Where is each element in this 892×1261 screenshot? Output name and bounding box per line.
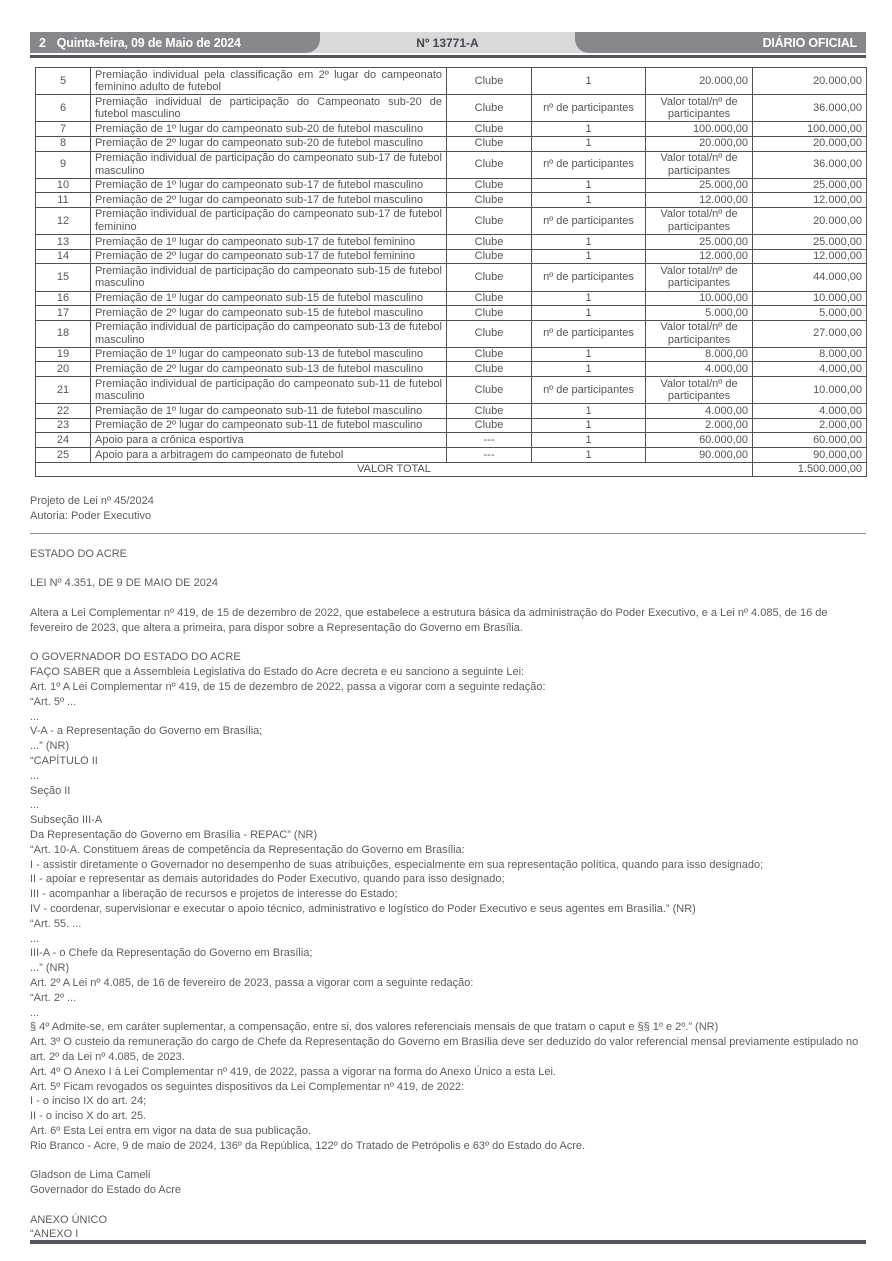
cell-unit-value: 60.000,00 bbox=[646, 433, 753, 448]
table-row bbox=[36, 320, 867, 347]
law-text-line: ...” (NR) bbox=[30, 740, 70, 753]
section-divider bbox=[30, 533, 866, 534]
cell-description: Premiação de 1º lugar do campeonato sub-17 de futebol masculino bbox=[91, 178, 447, 193]
cell-quantity: nº de participantes bbox=[532, 151, 646, 178]
table-row bbox=[36, 207, 867, 234]
table-row bbox=[36, 178, 867, 193]
cell-description: Premiação de 2º lugar do campeonato sub-11 de futebol masculino bbox=[91, 418, 447, 433]
header-rule bbox=[30, 55, 866, 58]
cell-total-value: 12.000,00 bbox=[753, 249, 867, 264]
cell-item-number: 19 bbox=[36, 347, 91, 362]
cell-unit-value: Valor total/nº de participantes bbox=[646, 377, 753, 404]
law-text-line: “Art. 55. ... bbox=[30, 917, 82, 930]
cell-beneficiary: Clube bbox=[447, 95, 532, 122]
law-text-line: Da Representação do Governo em Brasília - REPAC” (NR) bbox=[30, 828, 318, 841]
cell-quantity: 1 bbox=[532, 347, 646, 362]
table-row bbox=[36, 404, 867, 419]
cell-beneficiary: Clube bbox=[447, 207, 532, 234]
cell-total-value: 36.000,00 bbox=[753, 95, 867, 122]
cell-total-value: 5.000,00 bbox=[753, 306, 867, 321]
cell-item-number: 17 bbox=[36, 306, 91, 321]
cell-total-value: 20.000,00 bbox=[753, 68, 867, 95]
cell-unit-value: 25.000,00 bbox=[646, 178, 753, 193]
law-text-line: “ANEXO I bbox=[30, 1228, 79, 1241]
cell-item-number: 8 bbox=[36, 136, 91, 151]
cell-description: Premiação de 1º lugar do campeonato sub-11 de futebol masculino bbox=[91, 404, 447, 419]
law-text-line: Altera a Lei Complementar nº 419, de 15 de dezembro de 2022, que estabelece a estrutura básica da administração do Poder Executivo, e a Lei nº 4.085, de 16 de fevereiro de 2023, que altera a primeira, para dispor sobre a Representação do Governo em Brasília. bbox=[30, 607, 831, 634]
law-text-line: II - o inciso X do art. 25. bbox=[30, 1110, 147, 1123]
cell-description: Premiação de 1º lugar do campeonato sub-15 de futebol masculino bbox=[91, 291, 447, 306]
cell-total-value: 20.000,00 bbox=[753, 207, 867, 234]
cell-item-number: 6 bbox=[36, 95, 91, 122]
law-text-line: “Art. 2º ... bbox=[30, 991, 77, 1004]
table-row bbox=[36, 95, 867, 122]
law-text-line: Art. 6º Esta Lei entra em vigor na data de sua publicação. bbox=[30, 1124, 312, 1137]
header-date-tab bbox=[30, 32, 320, 53]
cell-beneficiary: Clube bbox=[447, 377, 532, 404]
law-text-line: Subseção III-A bbox=[30, 814, 103, 827]
cell-total-value: 12.000,00 bbox=[753, 193, 867, 208]
cell-quantity: 1 bbox=[532, 235, 646, 250]
cell-description: Premiação de 2º lugar do campeonato sub-17 de futebol feminino bbox=[91, 249, 447, 264]
page-header bbox=[30, 32, 866, 58]
cell-description: Premiação individual de participação do campeonato sub-17 de futebol masculino bbox=[91, 151, 447, 178]
cell-description: Premiação individual de participação do campeonato sub-13 de futebol masculino bbox=[91, 320, 447, 347]
annex-table-body bbox=[36, 68, 867, 477]
cell-quantity: 1 bbox=[532, 404, 646, 419]
cell-quantity: 1 bbox=[532, 448, 646, 463]
law-text-line: ANEXO ÚNICO bbox=[30, 1213, 108, 1226]
cell-item-number: 23 bbox=[36, 418, 91, 433]
law-text-line: Art. 3º O custeio da remuneração do cargo de Chefe da Representação do Governo em Brasília deve ser deduzido do valor referencial mensal previamente estipulado no art. 2º da Lei nº 4.085, de 2023. bbox=[30, 1036, 862, 1063]
cell-unit-value: 4.000,00 bbox=[646, 404, 753, 419]
law-text-line: ESTADO DO ACRE bbox=[30, 547, 127, 560]
annex-prize-table bbox=[35, 67, 867, 477]
cell-quantity: 1 bbox=[532, 136, 646, 151]
cell-total-value: 100.000,00 bbox=[753, 122, 867, 137]
table-row bbox=[36, 418, 867, 433]
cell-item-number: 9 bbox=[36, 151, 91, 178]
law-text-line: ...” (NR) bbox=[30, 962, 70, 975]
cell-unit-value: 5.000,00 bbox=[646, 306, 753, 321]
cell-unit-value: 2.000,00 bbox=[646, 418, 753, 433]
cell-total-value: 4.000,00 bbox=[753, 362, 867, 377]
law-text-line: IV - coordenar, supervisionar e executar o apoio técnico, administrativo e logístico do Poder Executivo e seus agentes em Brasília.” (NR) bbox=[30, 902, 696, 915]
table-row bbox=[36, 264, 867, 291]
cell-description: Premiação de 2º lugar do campeonato sub-15 de futebol masculino bbox=[91, 306, 447, 321]
law-text-line: Rio Branco - Acre, 9 de maio de 2024, 136º da República, 122º do Tratado de Petrópolis e 63º do Estado do Acre. bbox=[30, 1139, 586, 1152]
cell-total-value: 25.000,00 bbox=[753, 178, 867, 193]
cell-item-number: 22 bbox=[36, 404, 91, 419]
cell-beneficiary: --- bbox=[447, 433, 532, 448]
cell-beneficiary: Clube bbox=[447, 122, 532, 137]
table-row bbox=[36, 433, 867, 448]
cell-beneficiary: Clube bbox=[447, 68, 532, 95]
cell-unit-value: Valor total/nº de participantes bbox=[646, 264, 753, 291]
law-text-line: I - o inciso IX do art. 24; bbox=[30, 1095, 147, 1108]
law-text-line: Art. 2º A Lei nº 4.085, de 16 de fevereiro de 2023, passa a vigorar com a seguinte redação: bbox=[30, 976, 474, 989]
cell-quantity: 1 bbox=[532, 122, 646, 137]
law-text-line: III - acompanhar a liberação de recursos e projetos de interesse do Estado; bbox=[30, 888, 398, 901]
law-text-line: Governador do Estado do Acre bbox=[30, 1184, 182, 1197]
bottom-rule bbox=[30, 1240, 866, 1244]
cell-beneficiary: Clube bbox=[447, 320, 532, 347]
cell-beneficiary: Clube bbox=[447, 249, 532, 264]
cell-item-number: 12 bbox=[36, 207, 91, 234]
table-total-row bbox=[36, 462, 867, 477]
law-body bbox=[30, 494, 866, 1242]
law-text-line: O GOVERNADOR DO ESTADO DO ACRE bbox=[30, 651, 241, 664]
cell-unit-value: Valor total/nº de participantes bbox=[646, 207, 753, 234]
header-band bbox=[30, 32, 866, 53]
cell-unit-value: 20.000,00 bbox=[646, 68, 753, 95]
law-text-line: ... bbox=[30, 1006, 40, 1019]
cell-description: Premiação individual de participação do campeonato sub-11 de futebol masculino bbox=[91, 377, 447, 404]
cell-beneficiary: Clube bbox=[447, 151, 532, 178]
blank-line bbox=[30, 562, 866, 577]
cell-quantity: 1 bbox=[532, 178, 646, 193]
blank-line bbox=[30, 591, 866, 606]
cell-description: Premiação de 1º lugar do campeonato sub-13 de futebol masculino bbox=[91, 347, 447, 362]
total-label: VALOR TOTAL bbox=[36, 462, 753, 477]
cell-beneficiary: Clube bbox=[447, 306, 532, 321]
cell-quantity: 1 bbox=[532, 433, 646, 448]
law-text-line: “Art. 5º ... bbox=[30, 695, 77, 708]
cell-quantity: 1 bbox=[532, 68, 646, 95]
table-row bbox=[36, 68, 867, 95]
cell-total-value: 10.000,00 bbox=[753, 377, 867, 404]
law-text-line: ... bbox=[30, 769, 40, 782]
cell-total-value: 4.000,00 bbox=[753, 404, 867, 419]
edition-number: Nº 13771-A bbox=[416, 35, 479, 50]
cell-unit-value: 20.000,00 bbox=[646, 136, 753, 151]
law-text-line: II - apoiar e representar as demais autoridades do Poder Executivo, quando para isso designado; bbox=[30, 873, 505, 886]
cell-item-number: 16 bbox=[36, 291, 91, 306]
cell-unit-value: 12.000,00 bbox=[646, 249, 753, 264]
cell-description: Premiação de 2º lugar do campeonato sub-20 de futebol masculino bbox=[91, 136, 447, 151]
cell-unit-value: 90.000,00 bbox=[646, 448, 753, 463]
cell-item-number: 7 bbox=[36, 122, 91, 137]
cell-description: Premiação individual pela classificação em 2º lugar do campeonato feminino adulto de futebol bbox=[91, 68, 447, 95]
law-text-line: III-A - o Chefe da Representação do Governo em Brasília; bbox=[30, 947, 313, 960]
cell-quantity: nº de participantes bbox=[532, 377, 646, 404]
law-text-line: Art. 4º O Anexo I à Lei Complementar nº 419, de 2022, passa a vigorar na forma do Anexo Único a esta Lei. bbox=[30, 1065, 556, 1078]
cell-item-number: 20 bbox=[36, 362, 91, 377]
cell-description: Premiação de 2º lugar do campeonato sub-13 de futebol masculino bbox=[91, 362, 447, 377]
law-text-line: ... bbox=[30, 710, 40, 723]
cell-total-value: 60.000,00 bbox=[753, 433, 867, 448]
law-text-line: Seção II bbox=[30, 784, 71, 797]
cell-quantity: 1 bbox=[532, 306, 646, 321]
cell-description: Premiação individual de participação do campeonato sub-17 de futebol feminino bbox=[91, 207, 447, 234]
law-text-line: I - assistir diretamente o Governador no desempenho de suas atribuições, especialmente em sua representação política, quando para isso designado; bbox=[30, 858, 764, 871]
law-text-line: ... bbox=[30, 932, 40, 945]
header-masthead-tab bbox=[575, 32, 866, 53]
cell-beneficiary: Clube bbox=[447, 291, 532, 306]
table-row bbox=[36, 306, 867, 321]
cell-beneficiary: Clube bbox=[447, 136, 532, 151]
table-row bbox=[36, 151, 867, 178]
cell-quantity: 1 bbox=[532, 249, 646, 264]
law-text-line: ... bbox=[30, 799, 40, 812]
table-row bbox=[36, 377, 867, 404]
cell-description: Premiação de 1º lugar do campeonato sub-20 de futebol masculino bbox=[91, 122, 447, 137]
cell-total-value: 20.000,00 bbox=[753, 136, 867, 151]
cell-beneficiary: Clube bbox=[447, 362, 532, 377]
cell-item-number: 14 bbox=[36, 249, 91, 264]
law-text-line: V-A - a Representação do Governo em Brasília; bbox=[30, 725, 263, 738]
cell-beneficiary: Clube bbox=[447, 264, 532, 291]
cell-description: Premiação individual de participação do Campeonato sub-20 de futebol masculino bbox=[91, 95, 447, 122]
cell-beneficiary: Clube bbox=[447, 193, 532, 208]
cell-unit-value: 10.000,00 bbox=[646, 291, 753, 306]
table-row bbox=[36, 448, 867, 463]
law-text-line: Gladson de Lima Cameli bbox=[30, 1169, 151, 1182]
cell-unit-value: Valor total/nº de participantes bbox=[646, 320, 753, 347]
cell-beneficiary: --- bbox=[447, 448, 532, 463]
cell-total-value: 25.000,00 bbox=[753, 235, 867, 250]
cell-description: Apoio para a crônica esportiva bbox=[91, 433, 447, 448]
cell-unit-value: 8.000,00 bbox=[646, 347, 753, 362]
table-row bbox=[36, 235, 867, 250]
cell-description: Apoio para a arbitragem do campeonato de futebol bbox=[91, 448, 447, 463]
cell-quantity: 1 bbox=[532, 193, 646, 208]
cell-total-value: 8.000,00 bbox=[753, 347, 867, 362]
cell-total-value: 90.000,00 bbox=[753, 448, 867, 463]
blank-line bbox=[30, 1198, 866, 1213]
cell-unit-value: Valor total/nº de participantes bbox=[646, 95, 753, 122]
cell-description: Premiação de 2º lugar do campeonato sub-17 de futebol masculino bbox=[91, 193, 447, 208]
cell-item-number: 5 bbox=[36, 68, 91, 95]
cell-unit-value: Valor total/nº de participantes bbox=[646, 151, 753, 178]
cell-item-number: 11 bbox=[36, 193, 91, 208]
cell-total-value: 2.000,00 bbox=[753, 418, 867, 433]
cell-unit-value: 4.000,00 bbox=[646, 362, 753, 377]
grand-total-value: 1.500.000,00 bbox=[753, 462, 867, 477]
masthead-title: DIÁRIO OFICIAL bbox=[762, 35, 857, 50]
cell-unit-value: 100.000,00 bbox=[646, 122, 753, 137]
cell-description: Premiação individual de participação do campeonato sub-15 de futebol masculino bbox=[91, 264, 447, 291]
table-row bbox=[36, 347, 867, 362]
page-number: 2 bbox=[39, 35, 46, 50]
cell-beneficiary: Clube bbox=[447, 235, 532, 250]
cell-item-number: 10 bbox=[36, 178, 91, 193]
cell-item-number: 18 bbox=[36, 320, 91, 347]
cell-total-value: 44.000,00 bbox=[753, 264, 867, 291]
table-row bbox=[36, 193, 867, 208]
law-text-lines bbox=[30, 547, 866, 1242]
table-row bbox=[36, 362, 867, 377]
cell-item-number: 15 bbox=[36, 264, 91, 291]
table-row bbox=[36, 249, 867, 264]
cell-total-value: 36.000,00 bbox=[753, 151, 867, 178]
law-text-line: “CAPÍTULO II bbox=[30, 754, 98, 767]
law-text-line: LEI Nº 4.351, DE 9 DE MAIO DE 2024 bbox=[30, 577, 219, 590]
law-text-line: FAÇO SABER que a Assembleia Legislativa do Estado do Acre decreta e eu sanciono a seguinte Lei: bbox=[30, 666, 525, 679]
table-row bbox=[36, 136, 867, 151]
law-text-line: “Art. 10-A. Constituem áreas de competência da Representação do Governo em Brasília: bbox=[30, 843, 465, 856]
cell-beneficiary: Clube bbox=[447, 347, 532, 362]
law-text-line: § 4º Admite-se, em caráter suplementar, a compensação, entre si, dos valores referenciais mensais de que tratam o caput e §§ 1º e 2º.” (NR) bbox=[30, 1021, 719, 1034]
cell-quantity: 1 bbox=[532, 362, 646, 377]
cell-unit-value: 12.000,00 bbox=[646, 193, 753, 208]
cell-beneficiary: Clube bbox=[447, 178, 532, 193]
cell-quantity: nº de participantes bbox=[532, 207, 646, 234]
cell-beneficiary: Clube bbox=[447, 404, 532, 419]
cell-item-number: 24 bbox=[36, 433, 91, 448]
law-text-line: Art. 5º Ficam revogados os seguintes dispositivos da Lei Complementar nº 419, de 2022: bbox=[30, 1080, 465, 1093]
cell-description: Premiação de 1º lugar do campeonato sub-17 de futebol feminino bbox=[91, 235, 447, 250]
cell-total-value: 10.000,00 bbox=[753, 291, 867, 306]
blank-line bbox=[30, 1153, 866, 1168]
table-row bbox=[36, 291, 867, 306]
blank-line bbox=[30, 636, 866, 651]
cell-unit-value: 25.000,00 bbox=[646, 235, 753, 250]
header-date: Quinta-feira, 09 de Maio de 2024 bbox=[56, 35, 241, 50]
cell-quantity: nº de participantes bbox=[532, 264, 646, 291]
law-text-line: Art. 1º A Lei Complementar nº 419, de 15 de dezembro de 2022, passa a vigorar com a seguinte redação: bbox=[30, 680, 546, 693]
cell-quantity: 1 bbox=[532, 291, 646, 306]
project-line: Projeto de Lei nº 45/2024 bbox=[30, 495, 154, 508]
cell-quantity: nº de participantes bbox=[532, 320, 646, 347]
cell-beneficiary: Clube bbox=[447, 418, 532, 433]
cell-item-number: 21 bbox=[36, 377, 91, 404]
cell-total-value: 27.000,00 bbox=[753, 320, 867, 347]
authorship-line: Autoria: Poder Executivo bbox=[30, 510, 152, 523]
cell-item-number: 25 bbox=[36, 448, 91, 463]
cell-quantity: nº de participantes bbox=[532, 95, 646, 122]
cell-quantity: 1 bbox=[532, 418, 646, 433]
table-row bbox=[36, 122, 867, 137]
cell-item-number: 13 bbox=[36, 235, 91, 250]
